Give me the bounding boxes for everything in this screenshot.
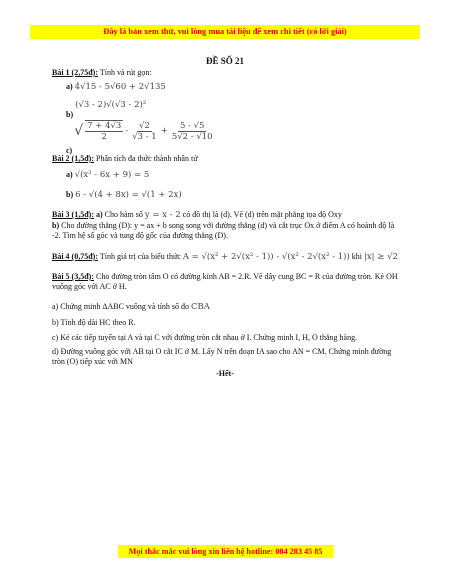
bai3-a-line: Bài 3 (1,5đ): a) Cho hàm số y = x - 2 có đồ thị là (d). Vẽ (d) trên mặt phẳng tọa độ Oxy (52, 210, 342, 220)
bai5-d: d) Đường vuông góc với AB tại O cắt IC ở M. Lấy N trên đoạn IA sao cho AN = CM. Chứng minh đường tròn (O) tiếp xúc với MN (52, 347, 392, 366)
bai4-expression: A = √(x² + 2√(x² - 1)) - √(x² - 2√(x² - 1)) (182, 252, 350, 262)
bai1-c-label: c) (66, 146, 73, 155)
bai4-condition: |x| ≥ √2 (364, 252, 398, 262)
bai2-line (52, 154, 198, 163)
preview-notice-banner: Đây là bản xem thử, vui lòng mua tài liệu để xem chi tiết (có lời giải) (30, 25, 420, 39)
bai1-a-expression: 4√15 - 5√60 + 2√135 (74, 82, 166, 92)
bai1-b (66, 100, 147, 119)
bai5-angle: CBA (191, 302, 210, 312)
bai1-b-label: b) (66, 110, 74, 119)
bai1-heading: Bài 1 (2,75đ): (52, 68, 98, 77)
bai1-c-frac3: $\frac{5 - √5}{5√2 - √10}$ (171, 120, 213, 142)
bai1-b-expression: (√3 - 2)√(√3 - 2)² (75, 100, 147, 110)
bai1-a-label: a) (66, 82, 73, 91)
bai2-heading: Bài 2 (1,5đ): (52, 154, 94, 163)
bai1-text: Tính và rút gọn: (98, 68, 152, 77)
bai4-heading: Bài 4 (0,75đ): (52, 252, 98, 261)
bai1-a (66, 82, 166, 92)
bai1-c (66, 120, 217, 155)
bai1-line (52, 68, 152, 77)
bai1-c-expression: √ $\frac{7 + 4√3}{2}$ - $\frac{√2}{√3 - 1}$ + $\frac{5 - √5}{5√2 - √10}$ (74, 120, 213, 142)
bai5-paragraph: Bài 5 (3,5đ): Cho đường tròn tâm O có đường kính AB = 2.R. Vẽ dây cung BC = R của đường tròn. Kẻ OH vuông góc với AC ở H. (52, 272, 398, 291)
bai2-a (66, 170, 149, 180)
bai2-b-label: b) (66, 190, 74, 199)
bai2-a-label: a) (66, 170, 73, 179)
bai4-line: Bài 4 (0,75đ): Tính giá trị của biểu thức A = √(x² + 2√(x² - 1)) - √(x² - 2√(x² - 1)) khi |x| ≥ √2 (52, 252, 398, 262)
bai2-b (66, 190, 182, 200)
end-marker: -Hết- (216, 369, 234, 378)
hotline-banner: Mọi thắc mắc vui lòng xin liên hệ hotline: 084 283 45 85 (118, 545, 333, 558)
exam-title: ĐỀ SỐ 21 (205, 56, 244, 66)
bai2-text: Phân tích đa thức thành nhân tử (94, 154, 198, 163)
bai2-a-expression: √(x² - 6x + 9) = 5 (74, 170, 150, 180)
bai5-b: b) Tính độ dài HC theo R. (52, 318, 136, 327)
bai5-a: a) Chứng minh ΔABC vuông và tính số đo CBA (52, 302, 210, 312)
bai5-c: c) Kẻ các tiếp tuyến tại A và tại C với đường tròn cắt nhau ở I. Chứng minh I, H, O thẳng hàng. (52, 333, 358, 342)
bai5-heading: Bài 5 (3,5đ): (52, 272, 94, 281)
bai3-b-paragraph: b) Cho đường thẳng (D): y = ax + b song song với đường thẳng (d) và cắt trục Ox ở điểm A có hoành độ là -2. Tìm hệ số góc và tung độ gốc của đường thẳng (D). (52, 221, 395, 240)
bai2-b-expression: 6 - √(4 + 8x) = √(1 + 2x) (75, 190, 182, 200)
bai3-heading: Bài 3 (1,5đ): (52, 210, 94, 219)
bai3-function: y = x - 2 (144, 210, 181, 220)
bai1-c-frac2: $\frac{√2}{√3 - 1}$ (132, 120, 157, 142)
bai1-c-frac1: $\frac{7 + 4√3}{2}$ (87, 121, 122, 142)
